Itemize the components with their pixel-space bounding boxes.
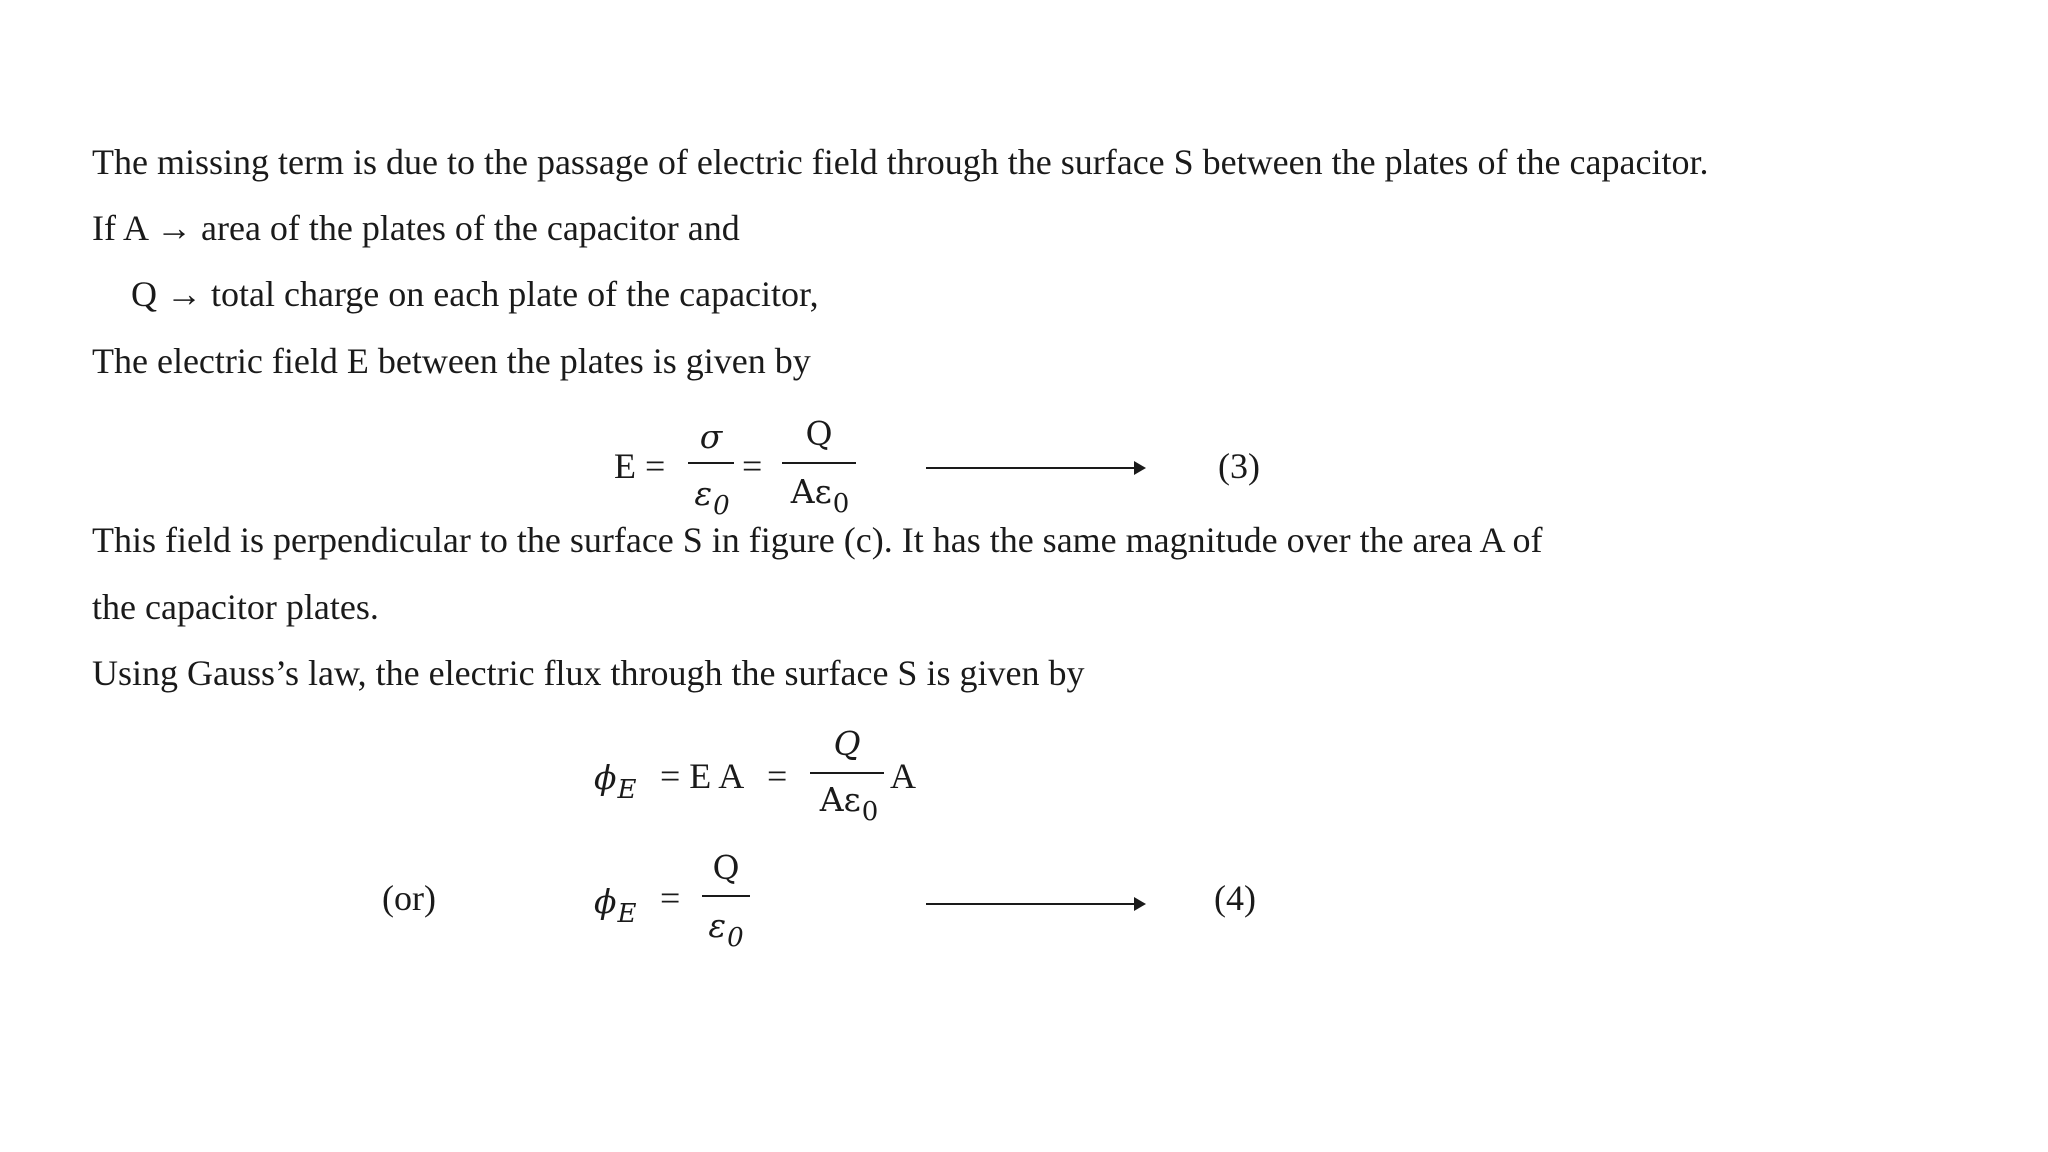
equation-flux-tail-a: A <box>890 756 916 796</box>
equation-3-equals: = <box>742 446 763 486</box>
equation-3-fraction-bar-2 <box>782 462 856 464</box>
paragraph-area-definition: If A → area of the plates of the capacitor and <box>92 208 740 248</box>
equation-3-fraction-bar-1 <box>688 462 734 464</box>
equation-3-lhs: E = <box>614 446 666 486</box>
equation-flux-fraction-bar <box>810 772 884 774</box>
equation-3-arrow <box>926 467 1144 469</box>
equation-flux-numerator-q: Q <box>833 724 861 763</box>
equation-4-phi: $\phi_E$ <box>594 882 637 929</box>
paragraph-field-intro: The electric field E between the plates is given by <box>92 341 811 381</box>
equation-4-denominator-epsilon: $\varepsilon_0$ <box>708 906 744 953</box>
paragraph-gauss-law: Using Gauss’s law, the electric flux through the surface S is given by <box>92 653 1085 693</box>
equation-4-prefix-or: (or) <box>382 878 436 918</box>
equation-3-numerator-q: Q <box>805 414 833 453</box>
paragraph-missing-term: The missing term is due to the passage of electric field through the surface S between the plates of the capacitor. <box>92 142 1709 182</box>
equation-flux-ea: = E A <box>660 756 745 796</box>
equation-3-numerator-sigma: σ <box>699 417 723 456</box>
equation-flux-equals: = <box>767 756 788 796</box>
equation-4-numerator-q: Q <box>712 848 740 887</box>
equation-4-arrow <box>926 903 1144 905</box>
equation-flux-phi: $\phi_E$ <box>594 758 637 805</box>
equation-flux-denominator-a-epsilon: $A\varepsilon_0$ <box>819 780 879 827</box>
equation-3-denominator-epsilon: $\varepsilon_0$ <box>694 474 730 521</box>
paragraph-charge-definition: Q → total charge on each plate of the capacitor, <box>131 274 819 314</box>
equation-4-label: (4) <box>1214 878 1256 918</box>
equation-3-label: (3) <box>1218 446 1260 486</box>
equation-4-equals: = <box>660 878 681 918</box>
paragraph-capacitor-plates: the capacitor plates. <box>92 587 379 627</box>
paragraph-perpendicular-field: This field is perpendicular to the surface S in figure (c). It has the same magnitude over the area A of <box>92 520 1543 560</box>
equation-3-denominator-a-epsilon: $A\varepsilon_0$ <box>790 472 850 519</box>
equation-4-fraction-bar <box>702 895 750 897</box>
